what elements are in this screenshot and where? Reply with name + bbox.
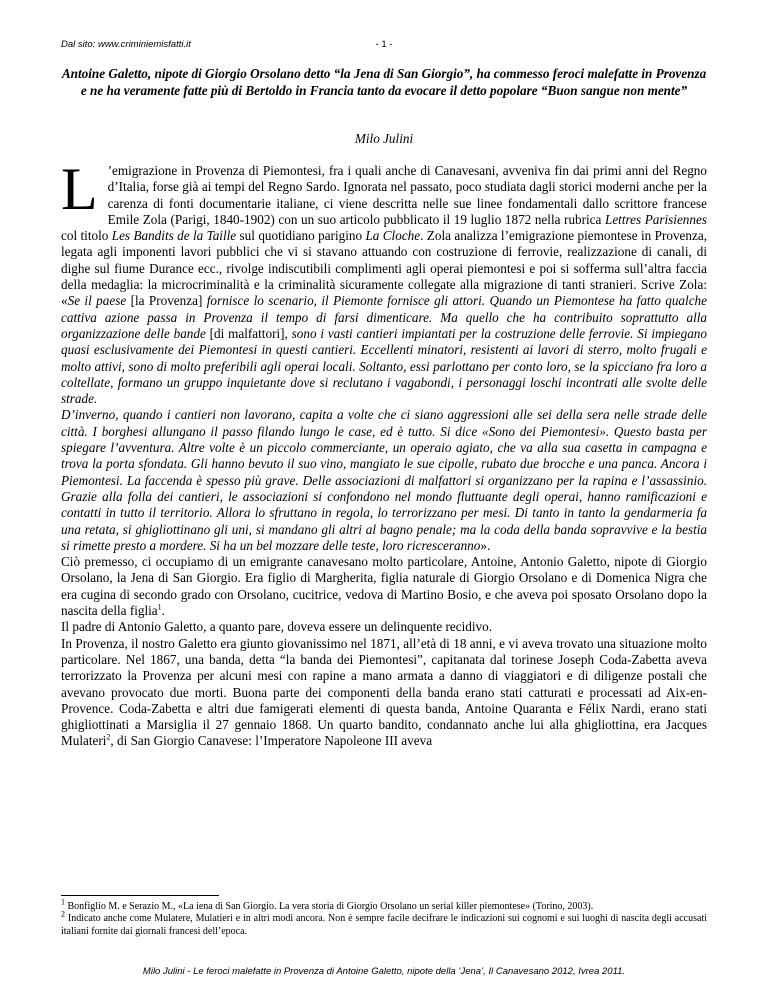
footnote-text: Indicato anche come Mulatere, Mulatieri e in altri modi ancora. Non è sempre facile decifrare le indicazioni sui cognomi e sui luoghi di nascita degli accusati italiani fornite dai giornali francesi dell’epoca.	[61, 913, 707, 937]
article-body	[61, 156, 707, 750]
text-run: col titolo	[61, 228, 112, 244]
footnote	[61, 909, 707, 938]
rubric-name: Lettres Parisiennes	[604, 211, 707, 227]
footnote-number: 1	[61, 897, 65, 907]
paragraph-provence	[61, 636, 707, 750]
text-run: [di malfattori]	[205, 325, 285, 341]
footnote	[61, 897, 707, 913]
text-run: ’emigrazione in Provenza di Piemontesi, fra i quali anche di Canavesani, avveniva fin dai primi anni del Regno d’Italia, forse già ai tempi del Regno Sardo. Ignorata nel passato, poco studiata dagli storici moderni anche per la carenza di fonti documentarie italiane, ci viene descritta nelle sue linee fondamentali dallo scrittore francese Emile Zola (Parigi, 1840-1902) con un suo articolo pubblicato il 19 luglio 1872 nella rubrica	[107, 163, 707, 227]
page-number: - 1 -	[375, 39, 393, 50]
paragraph-quote	[61, 407, 707, 554]
text-run: ».	[480, 537, 491, 553]
footnote-divider	[61, 895, 219, 896]
quote-run: fornisce lo scenario, il Piemonte fornisce gli attori. Quando un Piemontese ha fatto qualche cattiva azione passa in Provenza il tempo di farsi dimenticare. Ma quello che ha contribuito soprattutto alla organizzazione delle bande	[61, 293, 707, 341]
footnote-ref[interactable]: 2	[106, 733, 111, 742]
footnote-ref[interactable]: 1	[157, 602, 162, 612]
quote-run: Se il paese	[67, 293, 127, 309]
text-run: Ciò premesso, ci occupiamo di un emigrante canavesano molto particolare, Antoine, Antonio Galetto, nipote di Giorgio Orsolano, la Jena di San Giorgio. Era figlio di Margherita, figlia naturale di Giorgio Orsolano e di Domenica Nigra che era cugina di secondo grado con Orsolano, cucitrice, vedova di Martino Bosio, e che aveva poi sposato Orsolano dopo la nascita della figlia	[61, 554, 707, 619]
newspaper-name: La Cloche	[365, 228, 421, 244]
text-run: [la Provenza]	[126, 293, 207, 309]
author: Milo Julini	[354, 131, 414, 146]
text-run: Il padre di Antonio Galetto, a quanto pare, doveva essere un delinquente recidivo.	[61, 619, 493, 635]
paragraph-intro	[61, 156, 707, 407]
text-run: .	[161, 603, 165, 619]
text-run: sul quotidiano parigino	[236, 228, 366, 244]
footnotes	[61, 897, 707, 938]
quote-run: D’inverno, quando i cantieri non lavorano, capita a volte che ci siano aggressioni alle sei della sera nelle strade delle città. I borghesi allungano il passo filando lungo le case, ed è tutto. Si dice «Sono dei Piemontesi». Questo basta per spiegare l’avventura. Altre volte è un piccolo commerciante, un operaio agiato, che va alla sua casetta in campagna e trova la porta sfondata. Gli hanno bevuto il suo vino, mangiato le sue cipolle, rubato due brocche e una panca. Ancora i Piemontesi. La faccenda è spesso più grave. Delle associazioni di malfattori si organizzano per la rapina e l’assassinio. Grazie alla folla dei cantieri, le associazioni si confondono nel mondo fluttuante degli operai, hanno ramificazioni e contatti in tutto il territorio. Allora lo sfruttano in regola, lo terrorizzano per mesi. Di tanto in tanto la gendarmeria fa una retata, si ghigliottinano gli uni, si mandano gli altri al bagno penale; ma la coda della banda sopravvive e la bestia si rimette presto a mordere. Si ha un bel mozzare delle teste, loro ricresceranno	[61, 407, 707, 553]
text-run: , di San Giorgio Canavese: l’Imperatore Napoleone III aveva	[110, 733, 433, 749]
article-name: Les Bandits de la Taille	[111, 228, 237, 244]
paragraph-father	[61, 619, 707, 635]
paragraph-galetto	[61, 554, 707, 619]
page-footer: Milo Julini - Le feroci malefatte in Provenza di Antoine Galetto, nipote della ‘Jena’, Il Canavesano 2012, Ivrea 2011.	[142, 966, 626, 977]
footnote-text: Bonfiglio M. e Serazio M., «La iena di San Giorgio. La vera storia di Giorgio Orsolano un serial killer piemontese» (Torino, 2003).	[65, 901, 594, 912]
header-source: Dal sito: www.criminiemisfatti.it	[61, 39, 191, 50]
article-title: Antoine Galetto, nipote di Giorgio Orsolano detto “la Jena di San Giorgio”, ha commesso feroci malefatte in Provenza e ne ha veramente fatte più di Bertoldo in Francia tanto da evocare il detto popolare “Buon sangue non mente”	[61, 66, 707, 98]
text-run: . Zola analizza l’emigrazione piemontese in Provenza, legata agli imponenti lavori pubblici che vi si stavano attuando con costruzione di ferrovie, realizzazione di canali, di dighe sul fiume Durance ecc., rivolge indiscutibili complimenti agli operai piemontesi e poi si sofferma sull’altra faccia della medaglia: la microcriminalità e la criminalità sicuramente collegate alla migrazione di tanti stranieri. Scrive Zola: «	[61, 228, 707, 309]
text-run: In Provenza, il nostro Galetto era giunto giovanissimo nel 1871, all’età di 18 anni, e vi aveva trovato una situazione molto particolare. Nel 1867, una banda, detta “la banda dei Piemontesi”, capitanata dal torinese Joseph Coda-Zabetta aveva terrorizzato la Provenza per alcuni mesi con rapine a mano armata a danno di viaggiatori e di diligenze postali che avevano provocato due morti. Buona parte dei componenti della banda erano stati catturati e processati ad Aix-en-Provence. Coda-Zabetta e altri due famigerati elementi di questa banda, Antoine Quaranta e Félix Nardi, erano stati ghigliottinati a Marsiglia il 27 gennaio 1868. Un quarto bandito, condannato anche lui alla ghigliottina, era Jacques Mulateri	[61, 635, 707, 749]
footnote-number: 2	[61, 909, 65, 919]
quote-run: , sono i vasti cantieri impiantati per la costruzione delle ferrovie. Si impiegano quasi esclusivamente dei Piemontesi in questi cantieri. Eccellenti minatori, resistenti ai lavori di sterro, molto frugali e molto attivi, sono di molto preferibili agli operai locali. Soltanto, essi parlottano per conto loro, se la spicciano fra loro a coltellate, formano un gruppo inquietante dove si reclutano i vagabondi, i personaggi loschi incontrati alle svolte delle strade.	[61, 325, 707, 407]
drop-cap: L	[61, 156, 98, 222]
